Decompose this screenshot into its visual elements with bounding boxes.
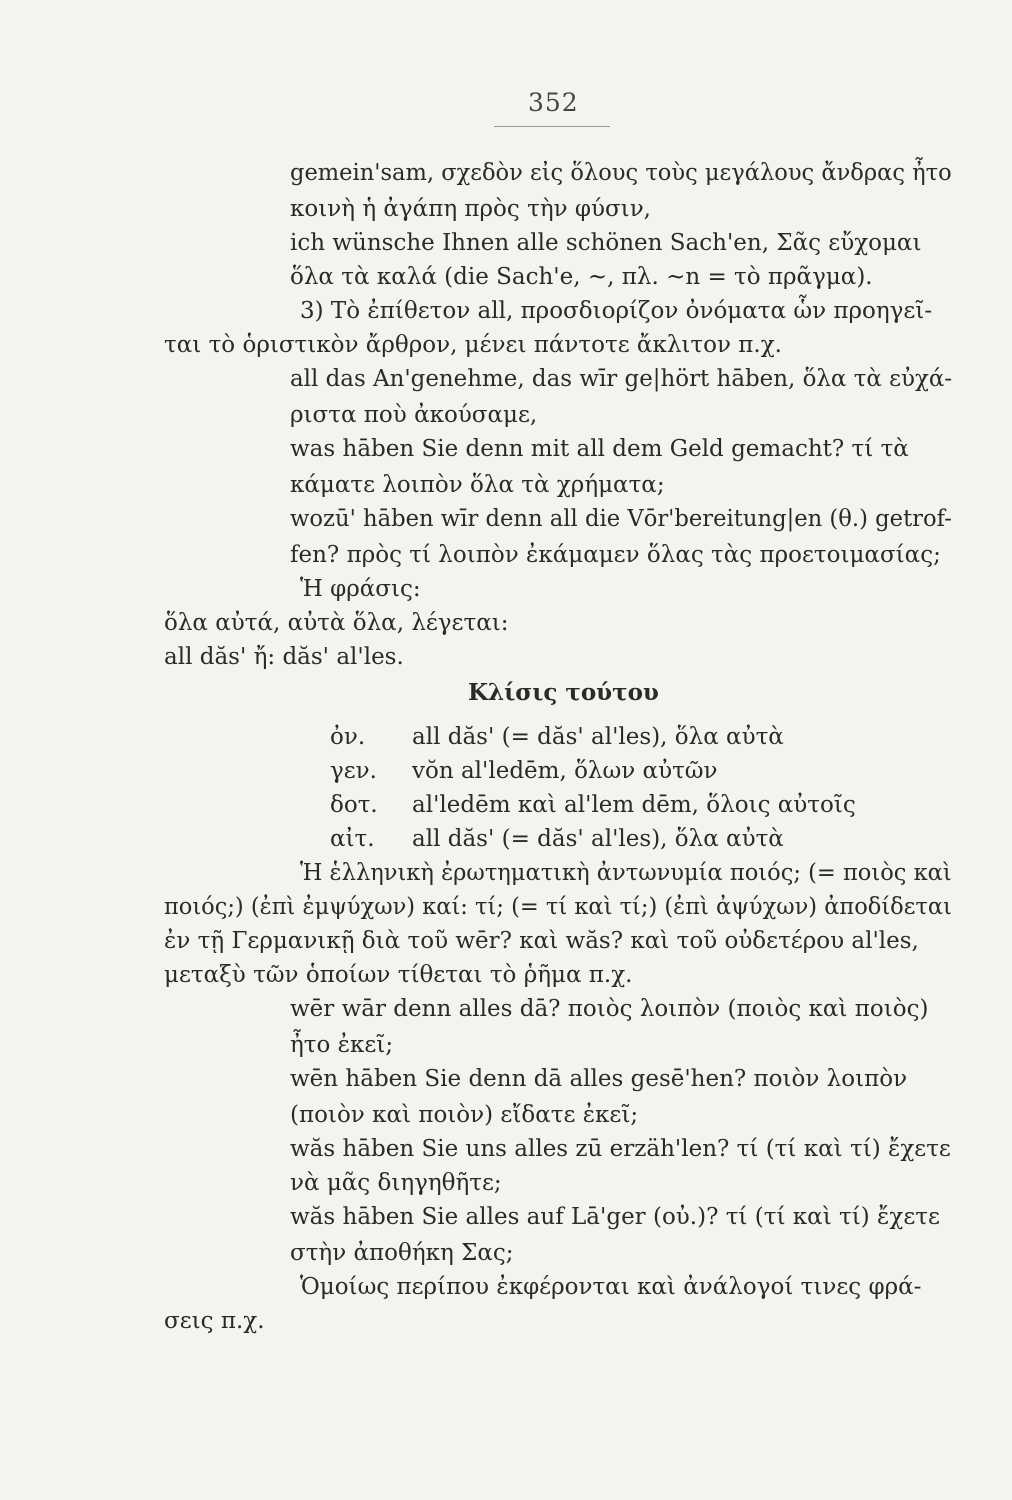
case-label: ὀν.: [330, 724, 366, 750]
text-line: στὴν ἀποθήκη Σας;: [290, 1240, 514, 1266]
case-form: al'ledēm καὶ al'lem dēm, ὅλοις αὐτοῖς: [412, 792, 856, 818]
text-line: fen? πρὸς τί λοιπὸν ἐκάμαμεν ὅλας τὰς προετοιμασίας;: [290, 542, 941, 568]
text-line: μεταξὺ τῶν ὁποίων τίθεται τὸ ῥῆμα π.χ.: [164, 962, 633, 988]
text-line: (ποιὸν καὶ ποιὸν) εἴδατε ἐκεῖ;: [290, 1102, 639, 1128]
text-line: ich wünsche Ihnen alle schönen Sach'en, Σᾶς εὔχομαι: [290, 230, 922, 256]
case-form: all dăs' (= dăs' al'les), ὅλα αὐτὰ: [412, 724, 784, 750]
text-line: κάματε λοιπὸν ὅλα τὰ χρήματα;: [290, 472, 665, 498]
text-line: ται τὸ ὁριστικὸν ἄρθρον, μένει πάντοτε ἄκλιτον π.χ.: [164, 332, 782, 358]
text-line: all das An'genehme, das wīr ge|hört hāben, ὅλα τὰ εὐχά-: [290, 366, 953, 392]
text-line: was hāben Sie denn mit all dem Geld gemacht? τί τὰ: [290, 436, 909, 462]
case-label: αἰτ.: [330, 826, 375, 852]
declension-row: [330, 824, 784, 854]
text-line: gemein'sam, σχεδὸν εἰς ὅλους τοὺς μεγάλους ἄνδρας ἦτο: [290, 160, 952, 186]
text-line: wăs hāben Sie uns alles zū erzäh'len? τί (τί καὶ τί) ἔχετε: [290, 1136, 951, 1162]
text-line: Ἡ φράσις:: [300, 576, 421, 602]
declension-row: [330, 756, 718, 786]
text-line: ποιός;) (ἐπὶ ἐμψύχων) καί: τί; (= τί καὶ τί;) (ἐπὶ ἀψύχων) ἀποδίδεται: [164, 894, 952, 920]
text-line: wozū' hāben wīr denn all die Vōr'bereitung|en (θ.) getrof-: [290, 506, 952, 532]
text-line: σεις π.χ.: [164, 1308, 265, 1334]
text-line: ὅλα αὐτά, αὐτὰ ὅλα, λέγεται:: [164, 610, 509, 636]
text-line: κοινὴ ἡ ἀγάπη πρὸς τὴν φύσιν,: [290, 196, 651, 222]
section-heading: Κλίσις τούτου: [468, 679, 659, 706]
text-line: wăs hāben Sie alles auf Lā'ger (οὐ.)? τί (τί καὶ τί) ἔχετε: [290, 1204, 940, 1230]
case-form: vŏn al'ledēm, ὅλων αὐτῶν: [412, 758, 718, 784]
case-label: γεν.: [330, 758, 377, 784]
text-line: 3) Τὸ ἐπίθετον all, προσδιορίζον ὀνόματα ὧν προηγεῖ-: [300, 298, 933, 324]
text-line: all dăs' ἤ: dăs' al'les.: [164, 644, 404, 670]
text-line: wēn hāben Sie denn dā alles gesē'hen? ποιὸν λοιπὸν: [290, 1066, 908, 1092]
text-line: Ἡ ἑλληνικὴ ἐρωτηματικὴ ἀντωνυμία ποιός; (= ποιὸς καὶ: [300, 860, 952, 886]
text-line: νὰ μᾶς διηγηθῆτε;: [290, 1170, 502, 1196]
declension-row: [330, 722, 784, 752]
text-line: ἦτο ἐκεῖ;: [290, 1032, 394, 1058]
declension-row: [330, 790, 856, 820]
text-line: ἐν τῇ Γερμανικῇ διὰ τοῦ wēr? καὶ wăs? καὶ τοῦ οὐδετέρου al'les,: [164, 928, 919, 954]
case-form: all dăs' (= dăs' al'les), ὅλα αὐτὰ: [412, 826, 784, 852]
case-label: δοτ.: [330, 792, 378, 818]
header-rule: [494, 126, 610, 127]
text-line: wēr wār denn alles dā? ποιὸς λοιπὸν (ποιὸς καὶ ποιὸς): [290, 996, 929, 1022]
text-line: ριστα ποὺ ἀκούσαμε,: [290, 402, 538, 428]
text-line: ὅλα τὰ καλά (die Sach'e, ~, πλ. ~n = τὸ πρᾶγμα).: [290, 264, 873, 290]
page-number: 352: [528, 88, 579, 117]
text-line: Ὁμοίως περίπου ἐκφέρονται καὶ ἀνάλογοί τινες φρά-: [300, 1274, 922, 1300]
